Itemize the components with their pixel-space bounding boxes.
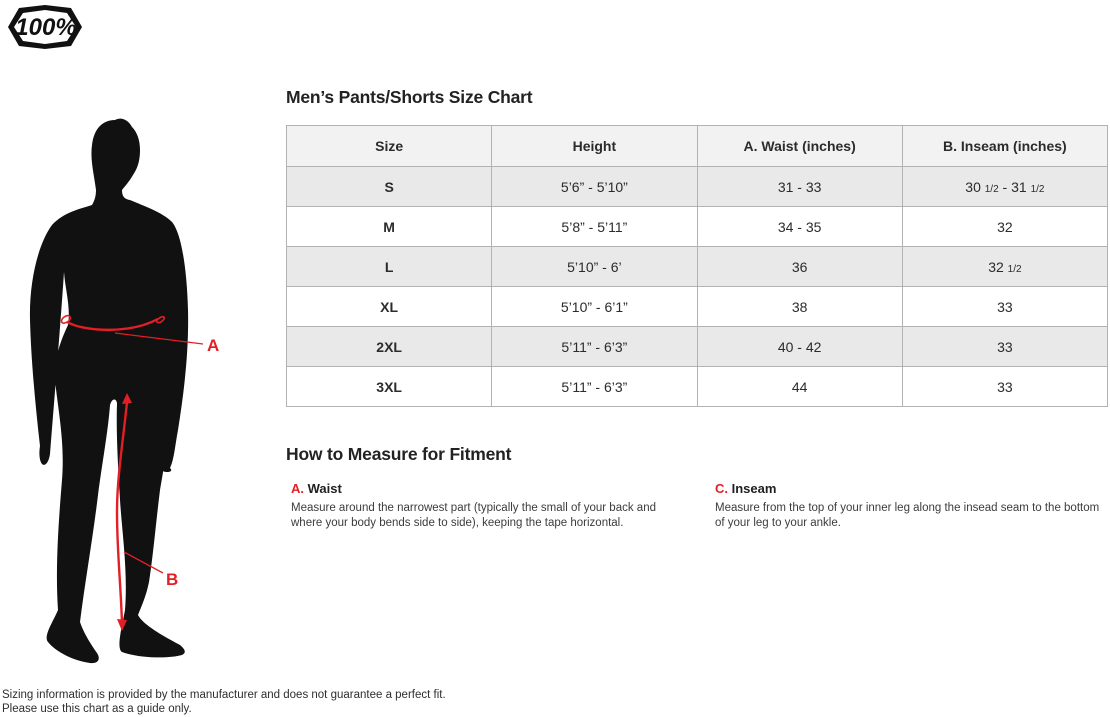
cell-inseam: 33 xyxy=(902,327,1107,367)
size-chart-table xyxy=(286,125,1108,407)
column-header-inseam: B. Inseam (inches) xyxy=(902,126,1107,167)
table-row xyxy=(287,367,1108,407)
brand-logo-badge-icon xyxy=(8,5,82,49)
cell-inseam: 33 xyxy=(902,287,1107,327)
cell-height: 5’6” - 5’10” xyxy=(492,167,697,207)
measurement-figure xyxy=(10,112,245,664)
disclaimer-line-2: Please use this chart as a guide only. xyxy=(2,703,192,716)
measure-item-inseam xyxy=(715,481,1109,531)
cell-size: M xyxy=(287,207,492,247)
cell-waist: 40 - 42 xyxy=(697,327,902,367)
table-row xyxy=(287,247,1108,287)
table-row xyxy=(287,287,1108,327)
cell-inseam: 32 1/2 xyxy=(902,247,1107,287)
brand-logo-text: 100% xyxy=(15,14,77,41)
measure-heading: How to Measure for Fitment xyxy=(286,444,512,464)
measure-description: Measure from the top of your inner leg along the insead seam to the bottom of your leg to your ankle. xyxy=(715,502,1100,530)
cell-inseam: 33 xyxy=(902,367,1107,407)
cell-height: 5’8” - 5’11” xyxy=(492,207,697,247)
disclaimer xyxy=(2,688,446,717)
table-header-row xyxy=(287,126,1108,167)
brand-logo xyxy=(8,5,82,49)
measure-title-text: Inseam xyxy=(731,481,777,496)
measure-title-text: Waist xyxy=(307,481,342,496)
measure-item-title xyxy=(715,481,1109,496)
table-row xyxy=(287,207,1108,247)
table-row xyxy=(287,327,1108,367)
cell-size: S xyxy=(287,167,492,207)
cell-waist: 36 xyxy=(697,247,902,287)
inseam-label-b: B xyxy=(166,570,179,589)
measure-description: Measure around the narrowest part (typically the small of your back and where your body bends side to side), keeping the tape horizontal. xyxy=(291,502,656,530)
cell-height: 5’11” - 6’3” xyxy=(492,367,697,407)
cell-size: XL xyxy=(287,287,492,327)
cell-waist: 44 xyxy=(697,367,902,407)
measure-item-title xyxy=(291,481,685,496)
cell-waist: 34 - 35 xyxy=(697,207,902,247)
cell-inseam: 32 xyxy=(902,207,1107,247)
measure-letter-c: C. xyxy=(715,481,728,496)
column-header-height: Height xyxy=(492,126,697,167)
male-silhouette-icon xyxy=(10,112,245,664)
column-header-waist: A. Waist (inches) xyxy=(697,126,902,167)
cell-waist: 31 - 33 xyxy=(697,167,902,207)
cell-height: 5’11” - 6’3” xyxy=(492,327,697,367)
measure-letter-a: A. xyxy=(291,481,304,496)
table-row xyxy=(287,167,1108,207)
disclaimer-line-1: Sizing information is provided by the manufacturer and does not guarantee a perfect fit. xyxy=(2,689,446,701)
cell-size: L xyxy=(287,247,492,287)
cell-size: 2XL xyxy=(287,327,492,367)
page-title: Men’s Pants/Shorts Size Chart xyxy=(286,87,533,107)
column-header-size: Size xyxy=(287,126,492,167)
size-chart-body xyxy=(287,167,1108,407)
cell-waist: 38 xyxy=(697,287,902,327)
waist-label-a: A xyxy=(207,336,220,355)
cell-inseam: 30 1/2 - 31 1/2 xyxy=(902,167,1107,207)
cell-size: 3XL xyxy=(287,367,492,407)
measure-item-waist xyxy=(291,481,685,531)
cell-height: 5’10” - 6’ xyxy=(492,247,697,287)
cell-height: 5’10” - 6’1” xyxy=(492,287,697,327)
